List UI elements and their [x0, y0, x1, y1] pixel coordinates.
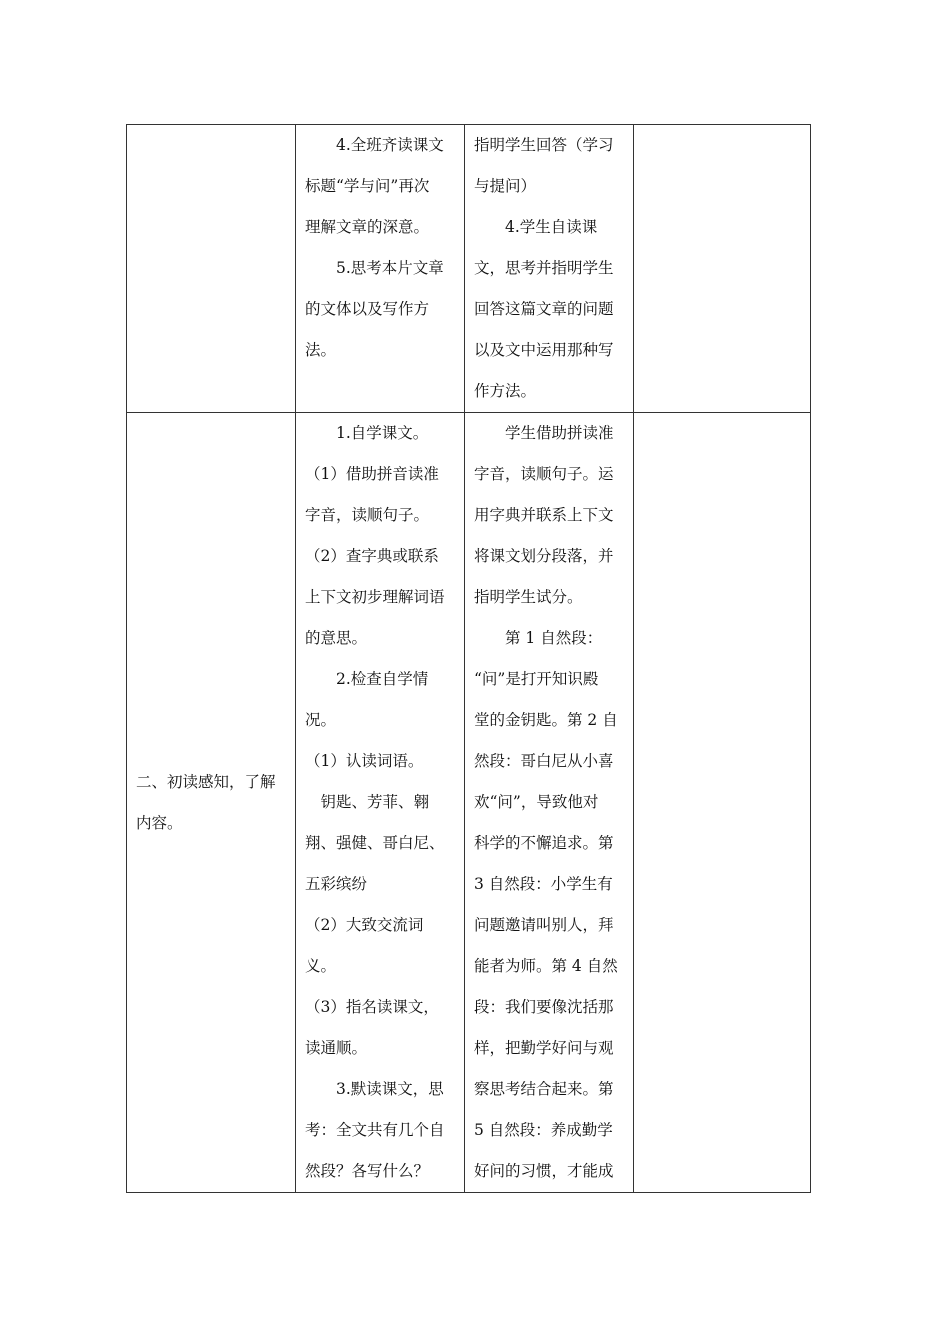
text-line: 4.全班齐读课文: [305, 136, 444, 154]
text-line: 义。: [305, 957, 337, 975]
table-row: [127, 413, 811, 1193]
text-line: 用字典并联系上下文: [474, 506, 614, 524]
note-cell: [634, 125, 811, 413]
text-line: 的文体以及写作方: [305, 300, 430, 318]
text-line: 内容。: [136, 813, 183, 832]
text-line: 读通顺。: [305, 1039, 368, 1057]
text-line: 3.默读课文，思: [305, 1080, 444, 1098]
text-line: 堂的金钥匙。第 2 自: [474, 711, 618, 729]
text-line: “问”是打开知识殿: [474, 670, 599, 688]
text-line: 将课文划分段落，并: [474, 547, 614, 565]
text-line: 作方法。: [474, 382, 537, 400]
text-line: 二、初读感知，了解: [136, 772, 276, 791]
teacher-activity-cell: [296, 125, 465, 413]
text-line: 欢“问”，导致他对: [474, 793, 599, 811]
text-line: 指明学生试分。: [474, 588, 583, 606]
text-line: 法。: [305, 341, 337, 359]
text-line: 翔、强健、哥白尼、: [305, 834, 445, 852]
text-line: 字音，读顺句子。运: [474, 465, 614, 483]
table-row: [127, 125, 811, 413]
text-line: 考：全文共有几个自: [305, 1121, 445, 1139]
student-activity-cell: [465, 125, 634, 413]
text-line: 察思考结合起来。第: [474, 1080, 614, 1098]
text-line: （3）指名读课文，: [305, 998, 439, 1016]
text-line: 然段？各写什么？: [305, 1162, 430, 1180]
text-line: 1.自学课文。: [305, 424, 429, 442]
text-line: 3 自然段：小学生有: [474, 875, 613, 893]
step-cell: [127, 125, 296, 413]
text-line: 好问的习惯，才能成: [474, 1162, 614, 1180]
text-line: 与提问）: [474, 177, 537, 195]
text-line: （1）认读词语。: [305, 752, 424, 770]
text-line: 标题“学与问”再次: [305, 177, 430, 195]
text-line: （1）借助拼音读准: [305, 465, 439, 483]
text-line: 2.检查自学情: [305, 670, 429, 688]
text-line: 的意思。: [305, 629, 368, 647]
text-line: 五彩缤纷: [305, 875, 368, 893]
lesson-plan-table: [126, 124, 811, 1193]
text-line: 况。: [305, 711, 337, 729]
text-line: 钥匙、芳菲、翱: [305, 793, 430, 811]
text-line: 段：我们要像沈括那: [474, 998, 614, 1016]
step-cell: [127, 413, 296, 1193]
student-activity-cell: [465, 413, 634, 1193]
text-line: （2）大致交流词: [305, 916, 424, 934]
text-line: 字音，读顺句子。: [305, 506, 430, 524]
text-line: 文，思考并指明学生: [474, 259, 614, 277]
text-line: 理解文章的深意。: [305, 218, 430, 236]
text-line: 5 自然段：养成勤学: [474, 1121, 613, 1139]
text-line: 问题邀请叫别人，拜: [474, 916, 614, 934]
text-line: 学生借助拼读准: [474, 424, 614, 442]
text-line: 4.学生自读课: [474, 218, 598, 236]
text-line: 第 1 自然段：: [474, 629, 603, 647]
text-line: 回答这篇文章的问题: [474, 300, 614, 318]
text-line: 样，把勤学好问与观: [474, 1039, 614, 1057]
text-line: 科学的不懈追求。第: [474, 834, 614, 852]
note-cell: [634, 413, 811, 1193]
text-line: 上下文初步理解词语: [305, 588, 445, 606]
text-line: 指明学生回答（学习: [474, 136, 614, 154]
text-line: （2）查字典或联系: [305, 547, 439, 565]
text-line: 能者为师。第 4 自然: [474, 957, 618, 975]
teacher-activity-cell: [296, 413, 465, 1193]
text-line: 然段：哥白尼从小喜: [474, 752, 614, 770]
text-line: 以及文中运用那种写: [474, 341, 614, 359]
text-line: 5.思考本片文章: [305, 259, 444, 277]
